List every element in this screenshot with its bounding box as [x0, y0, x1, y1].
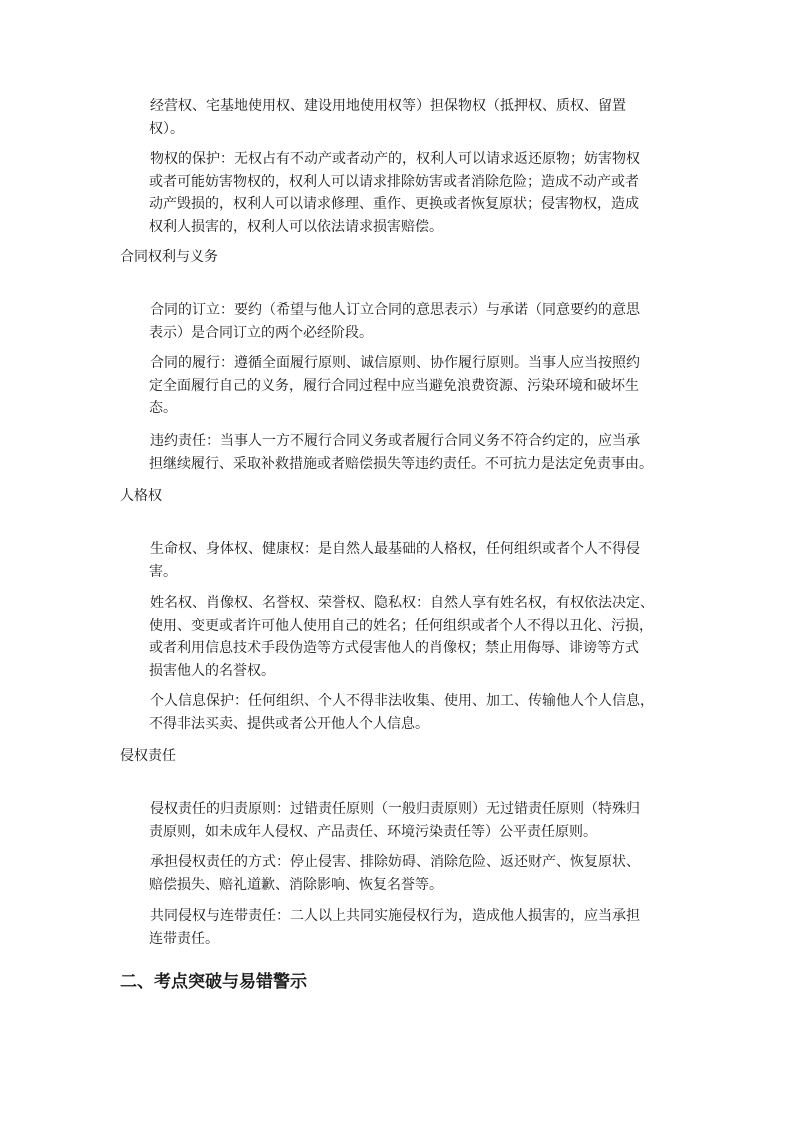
text-line: 害。	[149, 563, 177, 580]
text-line: 违约责任：当事人一方不履行合同义务或者履行合同义务不符合约定的，应当承	[150, 433, 640, 449]
text-line: 经营权、宅基地使用权、建设用地使用权等）担保物权（抵押权、质权、留置	[150, 98, 626, 114]
section-heading-contract: 合同权利与义务	[120, 249, 218, 265]
paragraph-life-body-health	[150, 538, 690, 583]
text-line: 合同的履行：遵循全面履行原则、诚信原则、协作履行原则。当事人应当按照约	[150, 355, 640, 371]
text-line: 物权的保护：无权占有不动产或者动产的，权利人可以请求返还原物；妨害物权	[150, 151, 640, 167]
text-line: 或者利用信息技术手段伪造等方式侵害他人的肖像权；禁止用侮辱、诽谤等方式	[149, 640, 639, 656]
text-line: 连带责任。	[149, 930, 219, 947]
section-heading-tort-liability: 侵权责任	[120, 748, 176, 764]
text-line: 姓名权、肖像权、名誉权、荣誉权、隐私权：自然人享有姓名权，有权依法决定、	[150, 595, 654, 611]
text-line: 表示）是合同订立的两个必经阶段。	[149, 324, 373, 341]
text-line: 侵权责任的归责原则：过错责任原则（一般归责原则）无过错责任原则（特殊归	[150, 801, 640, 817]
text-line: 损害他人的名誉权。	[149, 662, 275, 679]
text-line: 承担侵权责任的方式：停止侵害、排除妨碍、消除危险、返还财产、恢复原状、	[150, 854, 640, 870]
paragraph-liability-methods	[150, 851, 690, 896]
paragraph-breach-liability	[150, 430, 690, 475]
text-line: 定全面履行自己的义务，履行合同过程中应当避免浪费资源、污染环境和破坏生	[149, 377, 639, 394]
paragraph-contract-formation	[150, 299, 690, 344]
paragraph-attribution-principles	[150, 798, 690, 843]
paragraph-personal-information	[150, 690, 690, 735]
paragraph-contract-performance	[150, 352, 690, 420]
text-line: 共同侵权与连带责任：二人以上共同实施侵权行为，造成他人损害的，应当承担	[150, 908, 640, 924]
text-line: 赔偿损失、赔礼道歉、消除影响、恢复名誉等。	[149, 876, 443, 893]
part-heading: 二、考点突破与易错警示	[120, 972, 307, 992]
text-line: 合同的订立：要约（希望与他人订立合同的意思表示）与承诺（同意要约的意思	[150, 302, 640, 318]
paragraph-property-protection	[150, 148, 690, 238]
text-line: 权利人损害的，权利人可以依法请求损害赔偿。	[149, 218, 443, 235]
text-line: 权）。	[149, 120, 184, 137]
section-heading-personality-rights: 人格权	[120, 488, 162, 504]
text-line: 动产毁损的，权利人可以请求修理、重作、更换或者恢复原状；侵害物权，造成	[149, 196, 639, 212]
text-line: 或者可能妨害物权的，权利人可以请求排除妨害或者消除危险；造成不动产或者	[149, 173, 639, 190]
text-line: 态。	[149, 400, 177, 416]
text-line: 不得非法买卖、提供或者公开他人个人信息。	[149, 715, 429, 732]
text-line: 责原则，如未成年人侵权、产品责任、环境污染责任等）公平责任原则。	[149, 823, 597, 840]
text-line: 使用、变更或者许可他人使用自己的姓名；任何组织或者个人不得以丑化、污损，	[149, 617, 653, 634]
paragraph-property-types	[150, 95, 690, 140]
text-line: 担继续履行、采取补救措施或者赔偿损失等违约责任。不可抗力是法定免责事由。	[149, 455, 653, 472]
text-line: 生命权、身体权、健康权：是自然人最基础的人格权，任何组织或者个人不得侵	[150, 541, 640, 557]
paragraph-name-portrait-reputation	[150, 592, 690, 682]
text-line: 个人信息保护：任何组织、个人不得非法收集、使用、加工、传输他人个人信息，	[150, 693, 654, 709]
paragraph-joint-liability	[150, 905, 690, 950]
